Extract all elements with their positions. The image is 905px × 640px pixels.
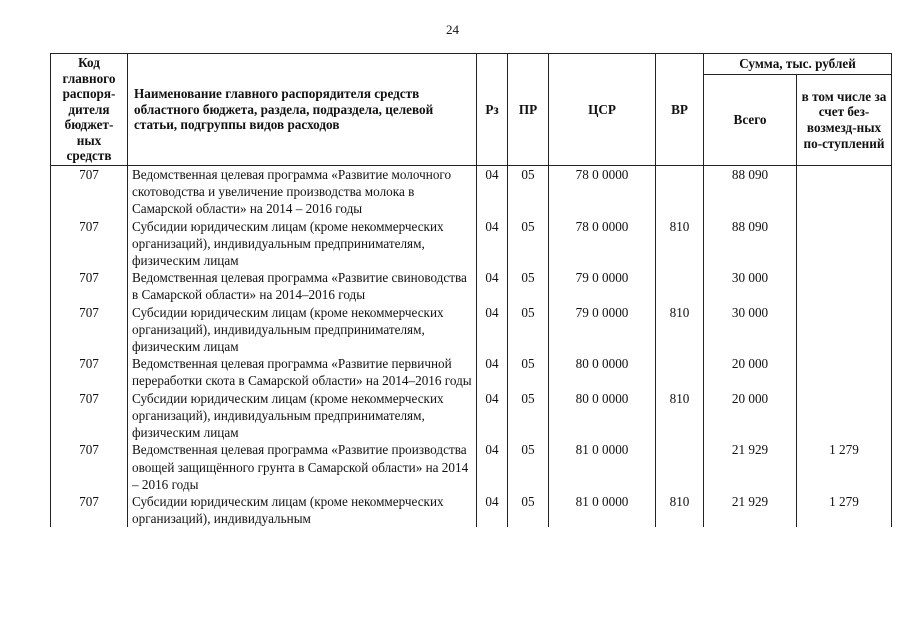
- cell-incl: [797, 269, 892, 303]
- cell-incl: [797, 218, 892, 270]
- cell-rz: 04: [477, 493, 508, 527]
- table-row: [51, 304, 892, 356]
- cell-total: 88 090: [704, 218, 797, 270]
- cell-total: 30 000: [704, 304, 797, 356]
- cell-rz: 04: [477, 390, 508, 442]
- cell-code: 707: [51, 493, 128, 527]
- header-name: Наименование главного распорядителя средств областного бюджета, раздела, подраздела, целевой статьи, подгруппы видов расходов: [128, 54, 477, 166]
- cell-name: Субсидии юридическим лицам (кроме некоммерческих организаций), индивидуальным предпринимателям, физическим лицам: [128, 218, 477, 270]
- header-total: Всего: [704, 75, 797, 166]
- cell-csr: 78 0 0000: [549, 218, 656, 270]
- cell-csr: 81 0 0000: [549, 493, 656, 527]
- table-row: [51, 355, 892, 389]
- cell-vr: 810: [656, 493, 704, 527]
- cell-total: 21 929: [704, 441, 797, 493]
- cell-pr: 05: [508, 390, 549, 442]
- cell-total: 20 000: [704, 390, 797, 442]
- table-row: [51, 493, 892, 527]
- cell-rz: 04: [477, 304, 508, 356]
- cell-total: 21 929: [704, 493, 797, 527]
- cell-csr: 79 0 0000: [549, 269, 656, 303]
- cell-pr: 05: [508, 269, 549, 303]
- header-rz: Рз: [477, 54, 508, 166]
- cell-pr: 05: [508, 355, 549, 389]
- cell-pr: 05: [508, 166, 549, 218]
- cell-code: 707: [51, 218, 128, 270]
- cell-pr: 05: [508, 493, 549, 527]
- header-incl: в том числе за счет без-возмезд-ных по-ступлений: [797, 75, 892, 166]
- header-sum-group: Сумма, тыс. рублей: [704, 54, 892, 75]
- header-code: Код главного распоря-дителя бюджет-ных средств: [51, 54, 128, 166]
- cell-rz: 04: [477, 441, 508, 493]
- header-row-1: [51, 54, 892, 75]
- cell-rz: 04: [477, 166, 508, 218]
- cell-incl: 1 279: [797, 441, 892, 493]
- page-number: 24: [446, 22, 459, 37]
- cell-code: 707: [51, 166, 128, 218]
- cell-rz: 04: [477, 355, 508, 389]
- cell-name: Ведомственная целевая программа «Развитие производства овощей защищённого грунта в Самарской области» на 2014 – 2016 годы: [128, 441, 477, 493]
- cell-code: 707: [51, 269, 128, 303]
- cell-name: Ведомственная целевая программа «Развитие свиноводства в Самарской области» на 2014–2016 годы: [128, 269, 477, 303]
- cell-incl: [797, 390, 892, 442]
- cell-pr: 05: [508, 441, 549, 493]
- cell-code: 707: [51, 441, 128, 493]
- cell-code: 707: [51, 355, 128, 389]
- cell-vr: [656, 269, 704, 303]
- cell-name: Ведомственная целевая программа «Развитие первичной переработки скота в Самарской области» на 2014–2016 годы: [128, 355, 477, 389]
- cell-vr: [656, 166, 704, 218]
- cell-vr: 810: [656, 218, 704, 270]
- cell-csr: 78 0 0000: [549, 166, 656, 218]
- cell-vr: [656, 441, 704, 493]
- cell-vr: 810: [656, 304, 704, 356]
- budget-table: [50, 53, 892, 527]
- table-row: [51, 166, 892, 218]
- cell-incl: [797, 304, 892, 356]
- table-row: [51, 441, 892, 493]
- cell-name: Субсидии юридическим лицам (кроме некоммерческих организаций), индивидуальным предпринимателям, физическим лицам: [128, 304, 477, 356]
- cell-rz: 04: [477, 269, 508, 303]
- cell-incl: [797, 166, 892, 218]
- cell-vr: 810: [656, 390, 704, 442]
- table-row: [51, 218, 892, 270]
- cell-code: 707: [51, 304, 128, 356]
- cell-csr: 79 0 0000: [549, 304, 656, 356]
- cell-csr: 81 0 0000: [549, 441, 656, 493]
- table-row: [51, 269, 892, 303]
- table-body: [51, 166, 892, 528]
- header-vr: ВР: [656, 54, 704, 166]
- cell-pr: 05: [508, 304, 549, 356]
- cell-total: 20 000: [704, 355, 797, 389]
- cell-incl: [797, 355, 892, 389]
- cell-name: Ведомственная целевая программа «Развитие молочного скотоводства и увеличение производства молока в Самарской области» на 2014 – 2016 годы: [128, 166, 477, 218]
- cell-total: 30 000: [704, 269, 797, 303]
- cell-csr: 80 0 0000: [549, 390, 656, 442]
- cell-pr: 05: [508, 218, 549, 270]
- header-pr: ПР: [508, 54, 549, 166]
- header-csr: ЦСР: [549, 54, 656, 166]
- cell-vr: [656, 355, 704, 389]
- cell-name: Субсидии юридическим лицам (кроме некоммерческих организаций), индивидуальным предпринимателям, физическим лицам: [128, 390, 477, 442]
- table-row: [51, 390, 892, 442]
- cell-code: 707: [51, 390, 128, 442]
- cell-incl: 1 279: [797, 493, 892, 527]
- cell-total: 88 090: [704, 166, 797, 218]
- cell-csr: 80 0 0000: [549, 355, 656, 389]
- cell-rz: 04: [477, 218, 508, 270]
- cell-name: Субсидии юридическим лицам (кроме некоммерческих организаций), индивидуальным: [128, 493, 477, 527]
